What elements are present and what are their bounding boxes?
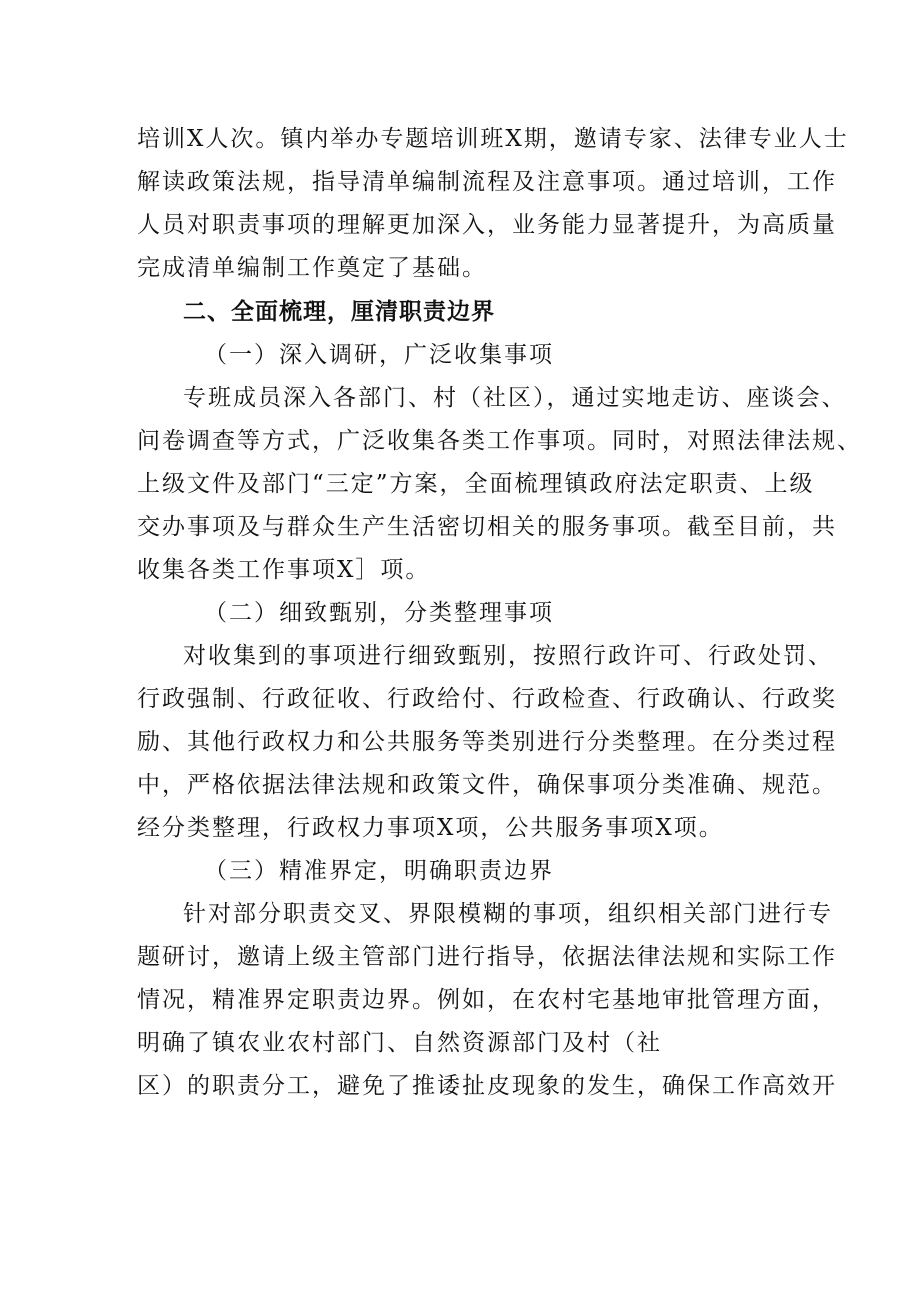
sub-1-heading: （一）深入调研，广泛收集事项 <box>204 342 554 368</box>
paragraph-1-line-1: 培训X人次。镇内举办专题培训班X期，邀请专家、法律专业人士 <box>137 126 849 152</box>
sub-3-heading: （三）精准界定，明确职责边界 <box>204 858 554 884</box>
paragraph-2-line-1: 专班成员深入各部门、村（社区），通过实地走访、座谈会、 <box>183 385 847 411</box>
paragraph-4-line-1: 针对部分职责交叉、界限模糊的事项，组织相关部门进行专 <box>183 901 833 927</box>
paragraph-4-line-3: 情况，精准界定职责边界。例如，在农村宅基地审批管理方面， <box>137 987 837 1013</box>
paragraph-2-line-3: 上级文件及部门“三定”方案，全面梳理镇政府法定职责、上级 <box>137 471 815 497</box>
paragraph-2-line-4: 交办事项及与群众生产生活密切相关的服务事项。截至目前，共 <box>137 514 837 540</box>
paragraph-1-line-2: 解读政策法规，指导清单编制流程及注意事项。通过培训，工作 <box>137 169 837 195</box>
paragraph-1-line-4: 完成清单编制工作奠定了基础。 <box>137 255 487 281</box>
section-2-heading: 二、全面梳理，厘清职责边界 <box>183 299 495 325</box>
paragraph-4-line-2: 题研讨，邀请上级主管部门进行指导，依据法律法规和实际工作 <box>137 944 837 970</box>
paragraph-4-line-5: 区）的职责分工，避免了推诿扯皮现象的发生，确保工作高效开 <box>137 1073 837 1099</box>
paragraph-2-line-2: 问卷调查等方式，广泛收集各类工作事项。同时，对照法律法规、 <box>137 428 862 454</box>
paragraph-4-line-4: 明确了镇农业农村部门、自然资源部门及村（社 <box>137 1030 662 1056</box>
paragraph-3-line-3: 励、其他行政权力和公共服务等类别进行分类整理。在分类过程 <box>137 729 837 755</box>
paragraph-3-line-5: 经分类整理，行政权力事项X项，公共服务事项X项。 <box>137 815 724 841</box>
paragraph-2-line-5: 收集各类工作事项X］项。 <box>137 557 431 583</box>
paragraph-3-line-2: 行政强制、行政征收、行政给付、行政检查、行政确认、行政奖 <box>137 686 837 712</box>
paragraph-3-line-4: 中，严格依据法律法规和政策文件，确保事项分类准确、规范。 <box>137 772 837 798</box>
sub-2-heading: （二）细致甄别，分类整理事项 <box>204 600 554 626</box>
paragraph-3-line-1: 对收集到的事项进行细致甄别，按照行政许可、行政处罚、 <box>183 643 833 669</box>
paragraph-1-line-3: 人员对职责事项的理解更加深入，业务能力显著提升，为高质量 <box>137 212 837 238</box>
